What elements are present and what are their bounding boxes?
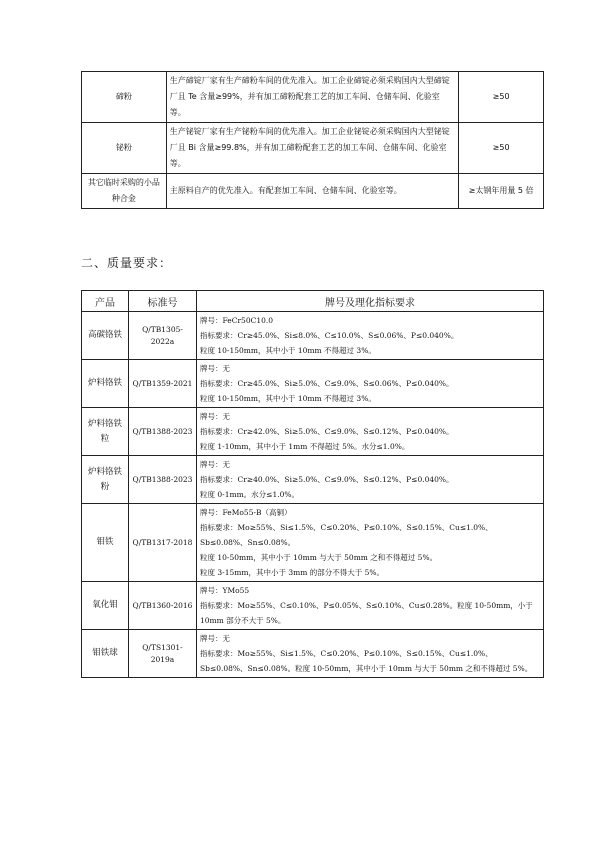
size-line: 粒度 0-1mm。水分≤1.0%。: [200, 490, 300, 499]
spec-line: 指标要求：Mo≥55%、C≤0.10%、P≤0.05%、S≤0.10%、Cu≤0.28%。粒度 10-50mm，小于 10mm 部分不大于 5%。: [200, 601, 533, 625]
table-header-row: [82, 291, 544, 312]
standard-number: Q/TB1388-2023: [129, 456, 197, 504]
spec-line: 指标要求：Cr≥42.0%、Si≥5.0%、C≤9.0%、S≤0.12%、P≤0.040%。: [200, 427, 454, 436]
table-row: [82, 312, 544, 360]
spec-line: 指标要求：Cr≥40.0%、Si≥5.0%、C≤9.0%、S≤0.12%、P≤0.040%。: [200, 475, 454, 484]
product-name: 钼铁球: [82, 630, 129, 678]
requirements-cell: [197, 630, 544, 678]
capacity-value: ≥50: [459, 123, 544, 174]
table-row: [82, 582, 544, 630]
table-row: [82, 72, 544, 123]
capacity-value: ≥50: [459, 72, 544, 123]
table-row: [82, 360, 544, 408]
grade-line: 牌号：FeCr50C10.0: [200, 316, 274, 325]
standard-number: Q/TB1359-2021: [129, 360, 197, 408]
grade-line: 牌号：无: [200, 364, 230, 373]
size-line: 粒度 3-15mm，其中小于 3mm 的部分不得大于 5%。: [200, 568, 385, 577]
requirements-cell: [197, 408, 544, 456]
standard-number: Q/TB1317-2018: [129, 504, 197, 582]
size-line: 粒度 10-150mm，其中小于 10mm 不得超过 3%。: [200, 346, 376, 355]
spec-line: 指标要求：Cr≥45.0%、Si≥5.0%、C≤9.0%、S≤0.06%、P≤0.040%。: [200, 379, 454, 388]
material-name: 碲粉: [82, 72, 167, 123]
access-description: 主原料自产的优先准入。有配套加工车间、仓储车间、化验室等。: [166, 174, 459, 209]
table-row: [82, 456, 544, 504]
grade-line: 牌号：无: [200, 634, 230, 643]
grade-line: 牌号：FeMo55-B（高铜）: [200, 508, 292, 517]
product-name: 氧化钼: [82, 582, 129, 630]
standard-number: Q/TB1305-2022a: [129, 312, 197, 360]
grade-line: 牌号：无: [200, 460, 230, 469]
quality-requirements-table: [81, 290, 544, 678]
table-row: [82, 630, 544, 678]
requirements-cell: [197, 456, 544, 504]
spec-line: 指标要求：Cr≥45.0%、Si≤8.0%、C≤10.0%、S≤0.06%、P≤0.040%。: [200, 331, 459, 340]
table-row: [82, 408, 544, 456]
product-name: 钼铁: [82, 504, 129, 582]
header-product: 产品: [82, 291, 129, 312]
spec-line: 指标要求：Mo≥55%、Si≤1.5%、C≤0.20%、P≤0.10%、S≤0.15%、Cu≤1.0%、Sb≤0.08%、Sn≤0.08%。粒度 10-50mm，其中小于 10mm 与大于 50mm 之和不得超过 5%。: [200, 649, 533, 673]
product-name: 炉料铬铁: [82, 360, 129, 408]
spec-line: 指标要求：Mo≥55%、Si≤1.5%、C≤0.20%、P≤0.10%、S≤0.15%、Cu≤1.0%、Sb≤0.08%、Sn≤0.08%。: [200, 523, 493, 547]
product-name: 高碳铬铁: [82, 312, 129, 360]
size-line: 粒度 1-10mm，其中小于 1mm 不得超过 5%。水分≤1.0%。: [200, 442, 410, 451]
product-name: 炉料铬铁粒: [82, 408, 129, 456]
requirements-cell: [197, 582, 544, 630]
table-row: [82, 504, 544, 582]
grade-line: 牌号：YMo55: [200, 586, 250, 595]
table-row: [82, 123, 544, 174]
material-name: 铋粉: [82, 123, 167, 174]
standard-number: Q/TS1301-2019a: [129, 630, 197, 678]
standard-number: Q/TB1360-2016: [129, 582, 197, 630]
requirements-cell: [197, 504, 544, 582]
header-requirements: 牌号及理化指标要求: [197, 291, 544, 312]
requirements-cell: [197, 312, 544, 360]
product-name: 炉料铬铁粉: [82, 456, 129, 504]
header-standard: 标准号: [129, 291, 197, 312]
access-requirements-table: [81, 71, 544, 209]
grade-line: 牌号：无: [200, 412, 230, 421]
table-row: [82, 174, 544, 209]
material-name: 其它临时采购的小品种合金: [82, 174, 167, 209]
standard-number: Q/TB1388-2023: [129, 408, 197, 456]
access-description: 生产铋锭厂家有生产铋粉车间的优先准入。加工企业铋锭必须采购国内大型铋锭厂且 Bi 含量≥99.8%，并有加工碲粉配套工艺的加工车间、仓储车间、化验室等。: [166, 123, 459, 174]
size-line: 粒度 10-150mm，其中小于 10mm 不得超过 3%。: [200, 394, 376, 403]
capacity-value: ≥太钢年用量 5 倍: [459, 174, 544, 209]
size-line: 粒度 10-50mm，其中小于 10mm 与大于 50mm 之和不得超过 5%。: [200, 553, 438, 562]
section-title: 二、质量要求：: [81, 256, 173, 270]
requirements-cell: [197, 360, 544, 408]
access-description: 生产碲锭厂家有生产碲粉车间的优先准入。加工企业碲锭必须采购国内大型碲锭厂且 Te 含量≥99%，并有加工碲粉配套工艺的加工车间、仓储车间、化验室等。: [166, 72, 459, 123]
